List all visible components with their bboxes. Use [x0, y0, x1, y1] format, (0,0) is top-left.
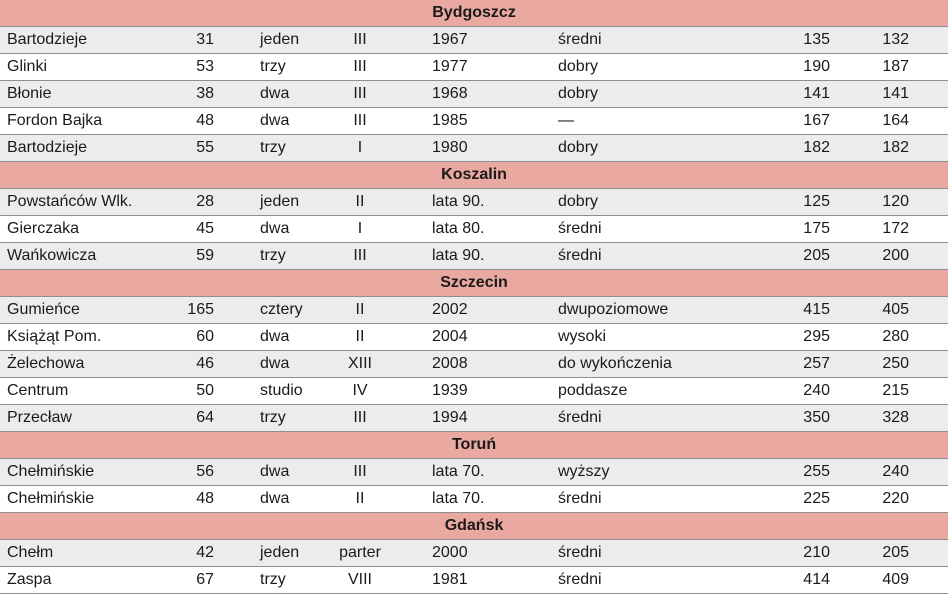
district-cell: Gierczaka [0, 216, 152, 243]
transaction-price-cell: 141 [830, 81, 948, 108]
floor-cell: III [308, 81, 412, 108]
rooms-cell: dwa [218, 324, 308, 351]
asking-price-cell: 135 [744, 27, 830, 54]
table-row [0, 243, 948, 270]
standard-cell: średni [530, 27, 744, 54]
floor-cell: IV [308, 378, 412, 405]
standard-cell: do wykończenia [530, 351, 744, 378]
year-cell: lata 90. [412, 189, 530, 216]
table-row [0, 378, 948, 405]
floor-cell: VIII [308, 567, 412, 594]
rooms-cell: cztery [218, 297, 308, 324]
city-name: Koszalin [0, 162, 948, 189]
district-cell: Wańkowicza [0, 243, 152, 270]
area-cell: 64 [152, 405, 218, 432]
district-cell: Fordon Bajka [0, 108, 152, 135]
asking-price-cell: 225 [744, 486, 830, 513]
asking-price-cell: 190 [744, 54, 830, 81]
table-row [0, 27, 948, 54]
floor-cell: III [308, 243, 412, 270]
year-cell: 1968 [412, 81, 530, 108]
floor-cell: I [308, 135, 412, 162]
transaction-price-cell: 164 [830, 108, 948, 135]
year-cell: lata 70. [412, 459, 530, 486]
city-name: Bydgoszcz [0, 0, 948, 27]
table-row [0, 297, 948, 324]
area-cell: 60 [152, 324, 218, 351]
rooms-cell: jeden [218, 540, 308, 567]
standard-cell: dobry [530, 81, 744, 108]
transaction-price-cell: 405 [830, 297, 948, 324]
district-cell: Błonie [0, 81, 152, 108]
table-row [0, 405, 948, 432]
area-cell: 48 [152, 486, 218, 513]
year-cell: lata 90. [412, 243, 530, 270]
area-cell: 38 [152, 81, 218, 108]
district-cell: Gumieńce [0, 297, 152, 324]
table-row [0, 108, 948, 135]
standard-cell: dobry [530, 189, 744, 216]
area-cell: 53 [152, 54, 218, 81]
year-cell: 2002 [412, 297, 530, 324]
rooms-cell: trzy [218, 54, 308, 81]
district-cell: Żelechowa [0, 351, 152, 378]
floor-cell: II [308, 324, 412, 351]
table-row [0, 135, 948, 162]
rooms-cell: dwa [218, 216, 308, 243]
rooms-cell: jeden [218, 189, 308, 216]
floor-cell: III [308, 459, 412, 486]
year-cell: 1985 [412, 108, 530, 135]
district-cell: Chełm [0, 540, 152, 567]
standard-cell: średni [530, 405, 744, 432]
rooms-cell: dwa [218, 459, 308, 486]
district-cell: Bartodzieje [0, 27, 152, 54]
floor-cell: II [308, 189, 412, 216]
asking-price-cell: 175 [744, 216, 830, 243]
city-header-row [0, 513, 948, 540]
asking-price-cell: 295 [744, 324, 830, 351]
table-row [0, 459, 948, 486]
district-cell: Glinki [0, 54, 152, 81]
transaction-price-cell: 172 [830, 216, 948, 243]
asking-price-cell: 205 [744, 243, 830, 270]
rooms-cell: trzy [218, 405, 308, 432]
city-name: Toruń [0, 432, 948, 459]
transaction-price-cell: 240 [830, 459, 948, 486]
asking-price-cell: 182 [744, 135, 830, 162]
table-row [0, 81, 948, 108]
year-cell: 1994 [412, 405, 530, 432]
floor-cell: II [308, 297, 412, 324]
area-cell: 42 [152, 540, 218, 567]
rooms-cell: studio [218, 378, 308, 405]
table-row [0, 486, 948, 513]
area-cell: 67 [152, 567, 218, 594]
transaction-price-cell: 132 [830, 27, 948, 54]
transaction-price-cell: 205 [830, 540, 948, 567]
year-cell: 2008 [412, 351, 530, 378]
transaction-price-cell: 200 [830, 243, 948, 270]
standard-cell: dobry [530, 54, 744, 81]
city-header-row [0, 162, 948, 189]
floor-cell: III [308, 27, 412, 54]
transaction-price-cell: 250 [830, 351, 948, 378]
city-name: Gdańsk [0, 513, 948, 540]
asking-price-cell: 257 [744, 351, 830, 378]
year-cell: 1977 [412, 54, 530, 81]
standard-cell: poddasze [530, 378, 744, 405]
area-cell: 50 [152, 378, 218, 405]
rooms-cell: dwa [218, 486, 308, 513]
rooms-cell: dwa [218, 108, 308, 135]
transaction-price-cell: 187 [830, 54, 948, 81]
city-header-row [0, 0, 948, 27]
asking-price-cell: 210 [744, 540, 830, 567]
standard-cell: dwupoziomowe [530, 297, 744, 324]
rooms-cell: trzy [218, 567, 308, 594]
city-header-row [0, 432, 948, 459]
standard-cell: średni [530, 567, 744, 594]
table-row [0, 540, 948, 567]
transaction-price-cell: 409 [830, 567, 948, 594]
year-cell: 1980 [412, 135, 530, 162]
rooms-cell: dwa [218, 351, 308, 378]
district-cell: Centrum [0, 378, 152, 405]
district-cell: Bartodzieje [0, 135, 152, 162]
area-cell: 46 [152, 351, 218, 378]
standard-cell: dobry [530, 135, 744, 162]
year-cell: 1967 [412, 27, 530, 54]
city-name: Szczecin [0, 270, 948, 297]
asking-price-cell: 415 [744, 297, 830, 324]
table-row [0, 189, 948, 216]
transaction-price-cell: 328 [830, 405, 948, 432]
area-cell: 31 [152, 27, 218, 54]
table-row [0, 324, 948, 351]
rooms-cell: dwa [218, 81, 308, 108]
district-cell: Książąt Pom. [0, 324, 152, 351]
area-cell: 28 [152, 189, 218, 216]
transaction-price-cell: 220 [830, 486, 948, 513]
transaction-price-cell: 120 [830, 189, 948, 216]
table-row [0, 351, 948, 378]
floor-cell: II [308, 486, 412, 513]
standard-cell: średni [530, 486, 744, 513]
floor-cell: III [308, 405, 412, 432]
table-row [0, 54, 948, 81]
year-cell: 1981 [412, 567, 530, 594]
year-cell: lata 80. [412, 216, 530, 243]
rooms-cell: trzy [218, 243, 308, 270]
rooms-cell: trzy [218, 135, 308, 162]
floor-cell: I [308, 216, 412, 243]
table-row [0, 567, 948, 594]
asking-price-cell: 255 [744, 459, 830, 486]
district-cell: Chełmińskie [0, 486, 152, 513]
floor-cell: parter [308, 540, 412, 567]
year-cell: lata 70. [412, 486, 530, 513]
standard-cell: wyższy [530, 459, 744, 486]
table-row [0, 216, 948, 243]
asking-price-cell: 125 [744, 189, 830, 216]
area-cell: 55 [152, 135, 218, 162]
standard-cell: średni [530, 216, 744, 243]
transaction-price-cell: 280 [830, 324, 948, 351]
asking-price-cell: 167 [744, 108, 830, 135]
year-cell: 1939 [412, 378, 530, 405]
rooms-cell: jeden [218, 27, 308, 54]
district-cell: Powstańców Wlk. [0, 189, 152, 216]
city-header-row [0, 270, 948, 297]
area-cell: 48 [152, 108, 218, 135]
year-cell: 2004 [412, 324, 530, 351]
area-cell: 59 [152, 243, 218, 270]
district-cell: Przecław [0, 405, 152, 432]
floor-cell: XIII [308, 351, 412, 378]
asking-price-cell: 414 [744, 567, 830, 594]
area-cell: 56 [152, 459, 218, 486]
asking-price-cell: 240 [744, 378, 830, 405]
standard-cell: — [530, 108, 744, 135]
year-cell: 2000 [412, 540, 530, 567]
area-cell: 165 [152, 297, 218, 324]
floor-cell: III [308, 108, 412, 135]
standard-cell: wysoki [530, 324, 744, 351]
area-cell: 45 [152, 216, 218, 243]
transaction-price-cell: 182 [830, 135, 948, 162]
standard-cell: średni [530, 243, 744, 270]
standard-cell: średni [530, 540, 744, 567]
district-cell: Zaspa [0, 567, 152, 594]
transaction-price-cell: 215 [830, 378, 948, 405]
district-cell: Chełmińskie [0, 459, 152, 486]
asking-price-cell: 141 [744, 81, 830, 108]
asking-price-cell: 350 [744, 405, 830, 432]
floor-cell: III [308, 54, 412, 81]
